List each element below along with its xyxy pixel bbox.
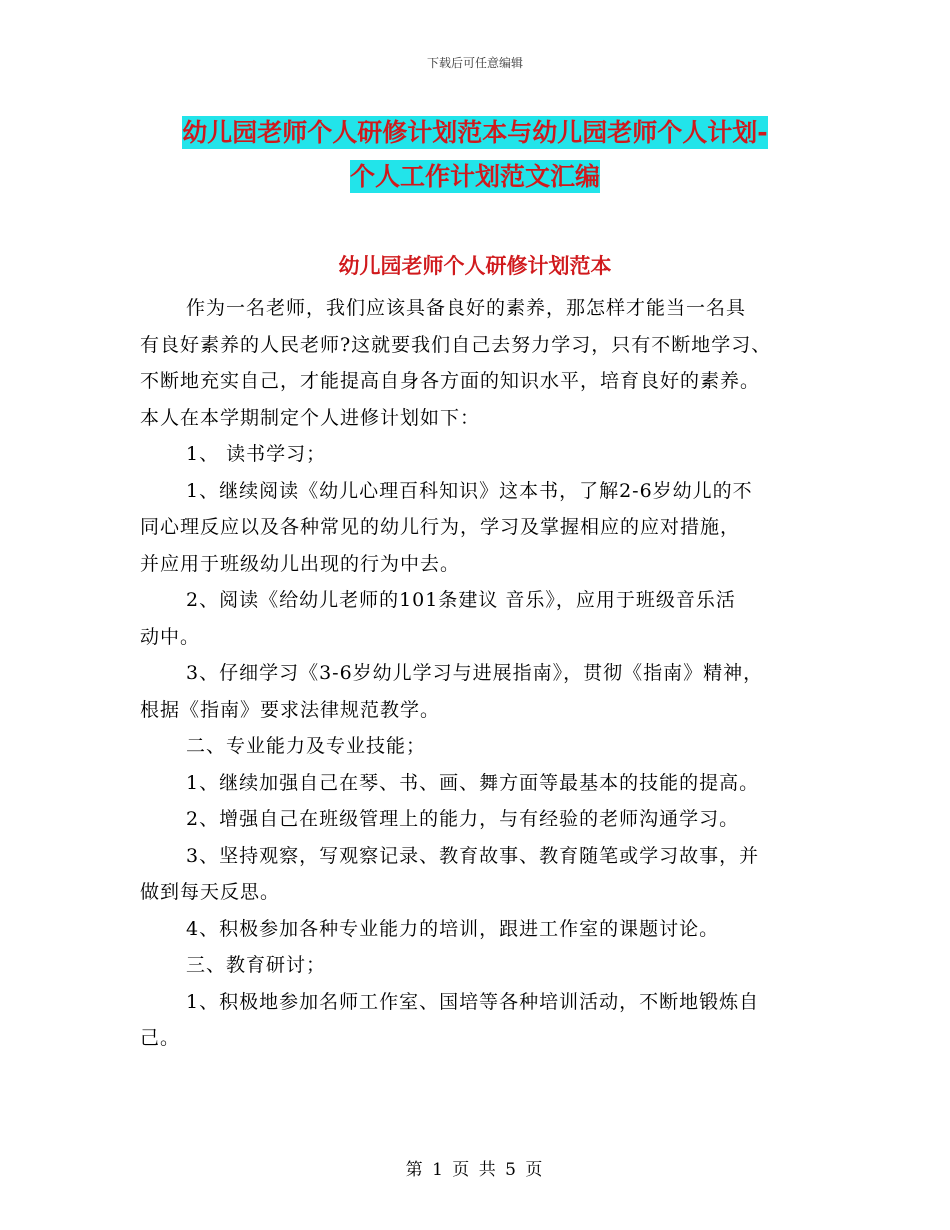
page-footer: 第 1 页 共 5 页: [405, 1160, 545, 1180]
text-line: 二、专业能力及专业技能；: [186, 735, 427, 757]
text-line: 3、仔细学习《3-6岁幼儿学习与进展指南》，贯彻《指南》精神，: [186, 662, 764, 684]
text-line: 2、阅读《给幼儿老师的101条建议 音乐》，应用于班级音乐活: [186, 589, 736, 611]
text-line: 三、教育研讨；: [186, 954, 327, 976]
text-line: 有良好素养的人民老师?这就要我们自己去努力学习，只有不断地学习、: [140, 333, 772, 356]
text-line: 动中。: [140, 625, 201, 648]
text-line: 己。: [140, 1027, 181, 1049]
text-line: 1、继续阅读《幼儿心理百科知识》这本书，了解2-6岁幼儿的不: [186, 479, 753, 502]
text-line: 并应用于班级幼儿出现的行为中去。: [140, 552, 461, 575]
section-title: 幼儿园老师个人研修计划范本: [338, 254, 612, 278]
text-line: 做到每天反思。: [140, 881, 281, 903]
text-line: 不断地充实自己，才能提高自身各方面的知识水平，培育良好的素养。: [140, 370, 761, 392]
document-title-line-2: 个人工作计划范文汇编: [349, 162, 600, 191]
text-line: 同心理反应以及各种常见的幼儿行为，学习及掌握相应的应对措施，: [140, 516, 741, 538]
text-line: 作为一名老师，我们应该具备良好的素养，那怎样才能当一名具: [186, 297, 747, 319]
body-text: [140, 290, 820, 1057]
text-line: 根据《指南》要求法律规范教学。: [140, 698, 441, 721]
text-line: 1、 读书学习；: [186, 443, 327, 465]
document-title-line-1: 幼儿园老师个人研修计划范本与幼儿园老师个人计划-: [182, 118, 768, 147]
text-line: 2、增强自己在班级管理上的能力，与有经验的老师沟通学习。: [186, 808, 740, 830]
text-line: 4、积极参加各种专业能力的培训，跟进工作室的课题讨论。: [186, 917, 720, 940]
text-line: 1、继续加强自己在琴、书、画、舞方面等最基本的技能的提高。: [186, 771, 760, 794]
header-note: 下载后可任意编辑: [426, 56, 523, 70]
text-line: 本人在本学期制定个人进修计划如下：: [140, 406, 481, 429]
text-line: 1、积极地参加名师工作室、国培等各种培训活动，不断地锻炼自: [186, 990, 760, 1013]
text-line: 3、坚持观察，写观察记录、教育故事、教育随笔或学习故事，并: [186, 844, 760, 867]
